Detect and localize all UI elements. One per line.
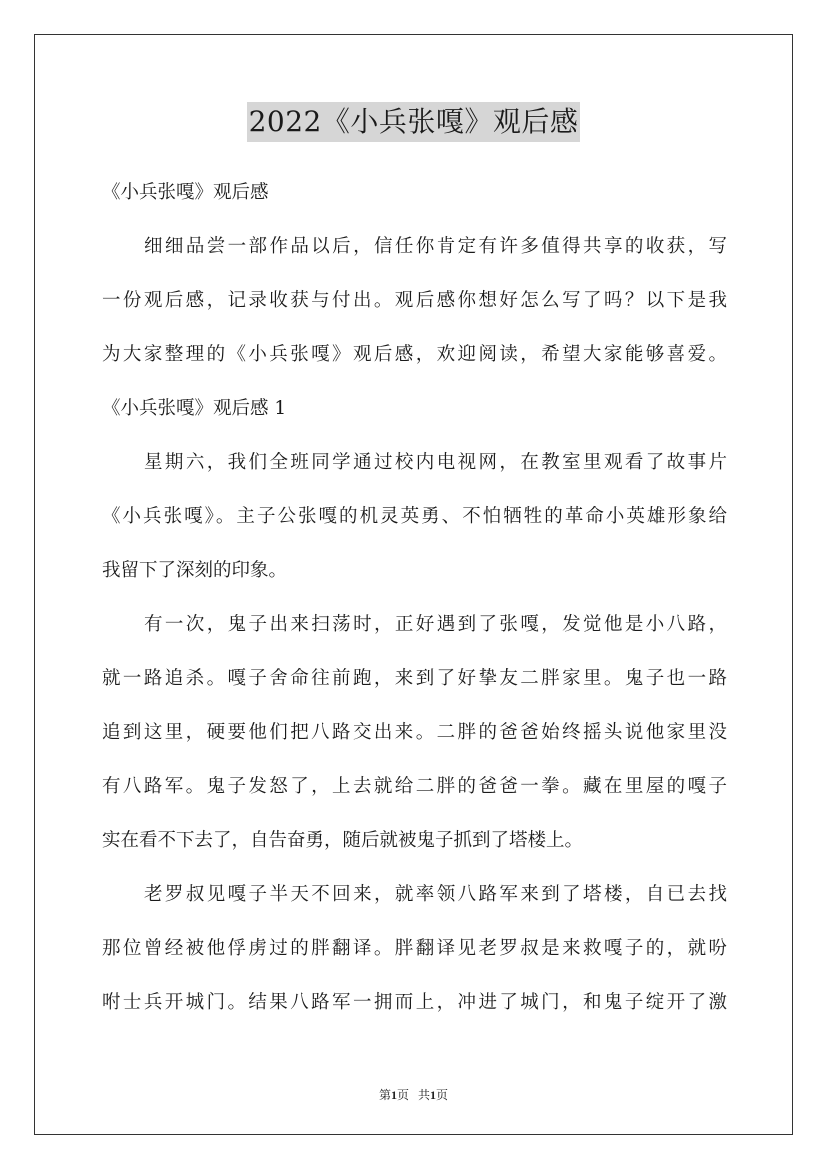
document-title: 2022《小兵张嘎》观后感 <box>247 102 581 142</box>
footer-page-prefix: 第 <box>378 1088 391 1102</box>
text-line: 那位曾经被他俘虏过的胖翻译。胖翻译见老罗叔是来救嘎子的，就吩 <box>102 938 727 959</box>
footer-total-suffix: 页 <box>436 1088 449 1102</box>
text-line: 一份观后感，记录收获与付出。观后感你想好怎么写了吗？以下是我 <box>102 290 727 311</box>
text-line: 细细品尝一部作品以后，信任你肯定有许多值得共享的收获，写 <box>144 236 727 257</box>
text-line: 为大家整理的《小兵张嘎》观后感，欢迎阅读，希望大家能够喜爱。 <box>102 344 727 365</box>
text-line: 星期六，我们全班同学通过校内电视网，在教室里观看了故事片 <box>144 452 727 473</box>
title-container <box>0 102 827 142</box>
footer-total-prefix: 共 <box>418 1088 431 1102</box>
text-line: 追到这里，硬要他们把八路交出来。二胖的爸爸始终摇头说他家里没 <box>102 722 727 743</box>
page-footer <box>0 1086 827 1103</box>
text-line: 《小兵张嘎》。主子公张嘎的机灵英勇、不怕牺牲的革命小英雄形象给 <box>102 506 727 527</box>
text-line: 有一次，鬼子出来扫荡时，正好遇到了张嘎，发觉他是小八路， <box>144 614 727 635</box>
footer-total-number: 1 <box>430 1088 437 1102</box>
text-line: 咐士兵开城门。结果八路军一拥而上，冲进了城门，和鬼子绽开了激 <box>102 992 727 1013</box>
text-line: 就一路追杀。嘎子舍命往前跑，来到了好挚友二胖家里。鬼子也一路 <box>102 668 727 689</box>
footer-page-number: 1 <box>390 1088 397 1102</box>
footer-page-suffix: 页 <box>396 1088 409 1102</box>
text-line: 实在看不下去了，自告奋勇，随后就被鬼子抓到了塔楼上。 <box>102 830 584 851</box>
text-line: 有八路军。鬼子发怒了，上去就给二胖的爸爸一拳。藏在里屋的嘎子 <box>102 776 727 797</box>
text-line: 我留下了深刻的印象。 <box>102 560 288 581</box>
text-line: 《小兵张嘎》观后感 <box>102 182 269 203</box>
text-line: 老罗叔见嘎子半天不回来，就率领八路军来到了塔楼，自已去找 <box>144 884 727 905</box>
document-body <box>102 166 727 1030</box>
text-line: 《小兵张嘎》观后感 1 <box>102 398 287 419</box>
